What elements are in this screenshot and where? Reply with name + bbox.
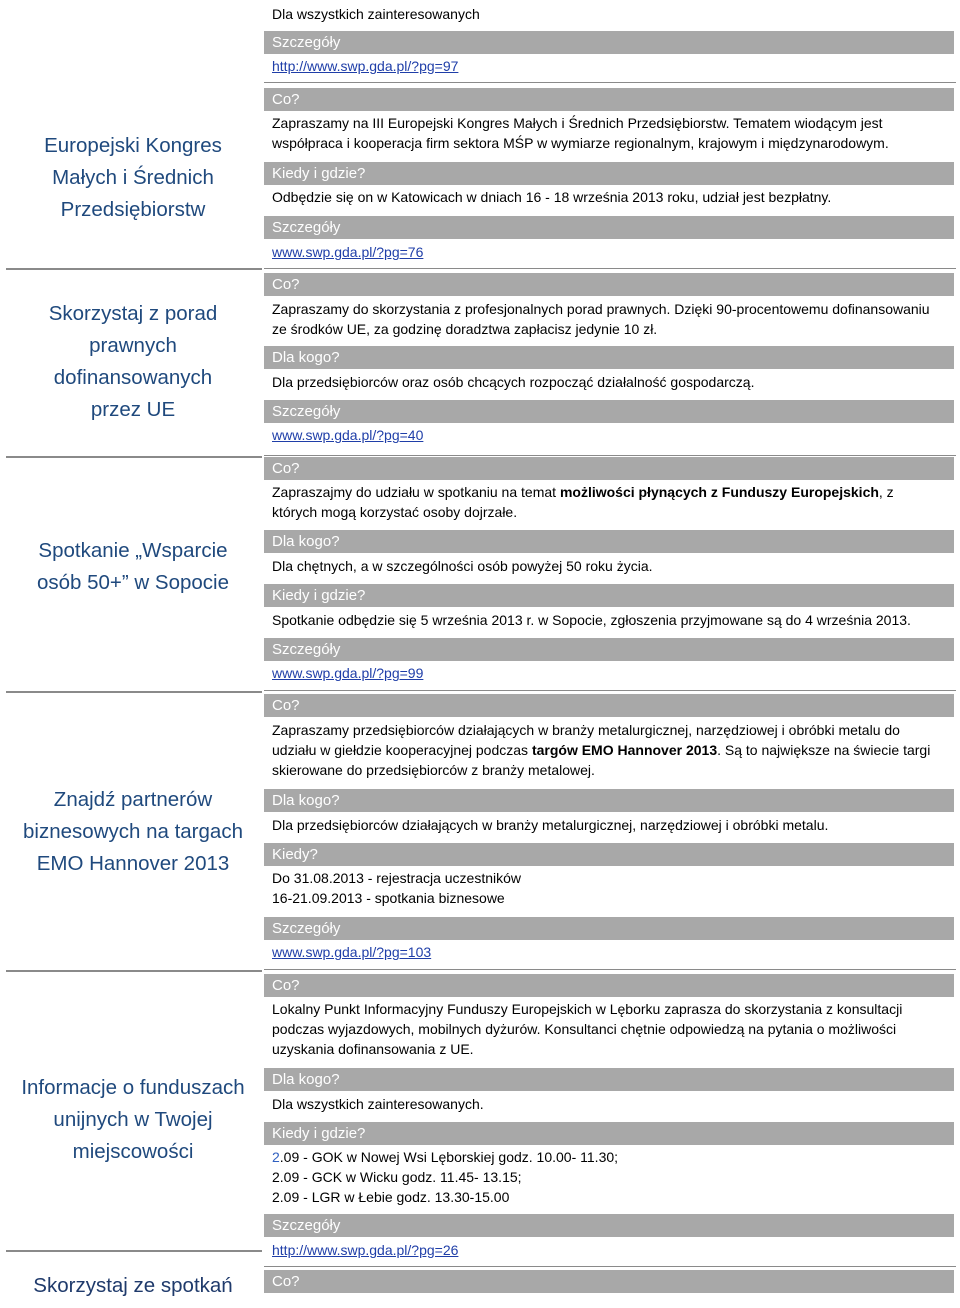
kiedy-label: Kiedy? — [272, 846, 318, 863]
sidebar-divider — [6, 691, 262, 693]
dla-kogo-label: Dla kogo? — [272, 792, 340, 809]
label-box — [264, 1122, 954, 1145]
kiedy-gdzie-label: Kiedy i gdzie? — [272, 165, 366, 182]
e4-co-highlight: targów EMO Hannover 2013 — [531, 742, 718, 758]
szczegoly-label: Szczegóły — [272, 1217, 341, 1234]
label-box — [264, 917, 954, 940]
label-box — [264, 694, 954, 717]
co-label: Co? — [272, 977, 300, 994]
e0-dla-kogo-text: Dla wszystkich zainteresowanych — [272, 6, 480, 22]
kiedy-gdzie-label: Kiedy i gdzie? — [272, 587, 366, 604]
szczegoly-label: Szczegóły — [272, 641, 341, 658]
kiedy-gdzie-label: Kiedy i gdzie? — [272, 1125, 366, 1142]
e4-details-link[interactable]: www.swp.gda.pl/?pg=103 — [272, 944, 432, 960]
sidebar-title-spotkania: Skorzystaj ze spotkań — [33, 1274, 233, 1297]
co-label: Co? — [272, 460, 300, 477]
co-label: Co? — [272, 276, 300, 293]
e4-co-text: Zapraszamy przedsiębiorców działających w branży metalurgicznej, narzędziowej i obróbki metalu do udziału w giełdzie kooperacyjnej podczas targów EMO Hannover 2013. Są to największe na świecie targi skierowane do przedsiębiorców z branży metalowej. — [272, 722, 931, 778]
label-box — [264, 273, 954, 296]
e2-co-text: Zapraszamy do skorzystania z profesjonalnych porad prawnych. Dzięki 90-procentowemu dofinansowaniu ze środków UE, za godzinę doradztwa zapłacisz jedynie 10 zł. — [272, 301, 930, 337]
e0-details-link[interactable]: http://www.swp.gda.pl/?pg=97 — [272, 58, 459, 74]
label-box — [264, 162, 954, 185]
sidebar-title-informacje: Informacje o funduszach unijnych w Twojej miejscowości — [21, 1076, 245, 1163]
dla-kogo-label: Dla kogo? — [272, 1071, 340, 1088]
entry-divider — [264, 1266, 956, 1267]
label-box — [264, 638, 954, 661]
sidebar-title-emo: Znajdź partnerów biznesowych na targach EMO Hannover 2013 — [23, 788, 243, 875]
label-box — [264, 31, 954, 54]
label-box — [264, 789, 954, 812]
label-box — [264, 974, 954, 997]
sidebar-title-spotkanie: Spotkanie „Wsparcie osób 50+” w Sopocie — [36, 539, 230, 594]
e2-dla-kogo-text: Dla przedsiębiorców oraz osób chcących rozpocząć działalność gospodarczą. — [272, 374, 755, 390]
label-box — [264, 216, 954, 239]
label-box — [264, 88, 954, 111]
label-box — [264, 843, 954, 866]
co-label: Co? — [272, 697, 300, 714]
sidebar-title-porady: Skorzystaj z porad prawnych dofinansowanych przez UE — [48, 302, 218, 421]
e5-co-text: Lokalny Punkt Informacyjny Funduszy Europejskich w Lęborku zaprasza do skorzystania z konsultacji podczas wyjazdowych, mobilnych dyżurów. Konsultanci chętnie odpowiedzą na pytania o możliwości uzyskania dofinansowania z UE. — [272, 1001, 903, 1057]
sidebar-divider — [6, 268, 262, 270]
sidebar-divider — [6, 970, 262, 972]
e5-kiedy-line-2: 2.09 - GCK w Wicku godz. 11.45- 13.15; — [272, 1169, 522, 1185]
sidebar-title-kongres: Europejski Kongres Małych i Średnich Przedsiębiorstw — [44, 134, 222, 221]
co-label: Co? — [272, 91, 300, 108]
dla-kogo-label: Dla kogo? — [272, 349, 340, 366]
entry-divider — [264, 82, 956, 83]
e3-co-highlight: możliwości płynących z Funduszy Europejskich — [559, 484, 879, 500]
e3-dla-kogo-text: Dla chętnych, a w szczególności osób powyżej 50 roku życia. — [272, 558, 653, 574]
entry-divider — [264, 969, 956, 970]
e5-kiedy-line-3: 2.09 - LGR w Łebie godz. 13.30-15.00 — [272, 1189, 510, 1205]
e5-details-link[interactable]: http://www.swp.gda.pl/?pg=26 — [272, 1242, 459, 1258]
label-box — [264, 1270, 954, 1293]
sidebar-divider — [6, 456, 262, 458]
e4-kiedy-line-1: Do 31.08.2013 - rejestracja uczestników — [272, 870, 522, 886]
label-box — [264, 530, 954, 553]
co-label: Co? — [272, 1273, 300, 1290]
e1-details-link[interactable]: www.swp.gda.pl/?pg=76 — [272, 244, 424, 260]
szczegoly-label: Szczegóły — [272, 34, 341, 51]
label-box — [264, 1068, 954, 1091]
e2-details-link[interactable]: www.swp.gda.pl/?pg=40 — [272, 427, 424, 443]
szczegoly-label: Szczegóły — [272, 920, 341, 937]
e1-co-text: Zapraszamy na III Europejski Kongres Małych i Średnich Przedsiębiorstw. Tematem wiodącym jest współpraca i kooperacja firm sektora MŚP w wymiarze regionalnym, krajowym i międzynarodowym. — [272, 115, 889, 151]
e4-kiedy-line-2: 16-21.09.2013 - spotkania biznesowe — [272, 890, 505, 906]
sidebar — [0, 0, 263, 1308]
label-box — [264, 1214, 954, 1237]
label-box — [264, 457, 954, 480]
e5-dla-kogo-text: Dla wszystkich zainteresowanych. — [272, 1096, 484, 1112]
e1-kiedy-gdzie-text: Odbędzie się on w Katowicach w dniach 16 - 18 września 2013 roku, udział jest bezpłatny. — [272, 189, 832, 205]
label-box — [264, 400, 954, 423]
e5-kiedy-line-1: 2.09 - GOK w Nowej Wsi Lęborskiej godz. 10.00- 11.30; — [272, 1149, 619, 1165]
szczegoly-label: Szczegóły — [272, 219, 341, 236]
sidebar-divider — [6, 1250, 262, 1252]
dla-kogo-label: Dla kogo? — [272, 533, 340, 550]
entry-divider — [264, 455, 956, 456]
label-box — [264, 584, 954, 607]
label-box — [264, 346, 954, 369]
entry-divider — [264, 690, 956, 691]
e3-co-text: Zapraszajmy do udziału w spotkaniu na temat możliwości płynących z Funduszy Europejskich, z których mogą korzystać osoby dojrzałe. — [272, 484, 894, 520]
e4-dla-kogo-text: Dla przedsiębiorców działających w branży metalurgicznej, narzędziowej i obróbki metalu. — [272, 817, 829, 833]
entry-divider — [264, 268, 956, 269]
e3-kiedy-gdzie-text: Spotkanie odbędzie się 5 września 2013 r. w Sopocie, zgłoszenia przyjmowane są do 4 września 2013. — [272, 612, 911, 628]
szczegoly-label: Szczegóły — [272, 403, 341, 420]
e3-details-link[interactable]: www.swp.gda.pl/?pg=99 — [272, 665, 424, 681]
